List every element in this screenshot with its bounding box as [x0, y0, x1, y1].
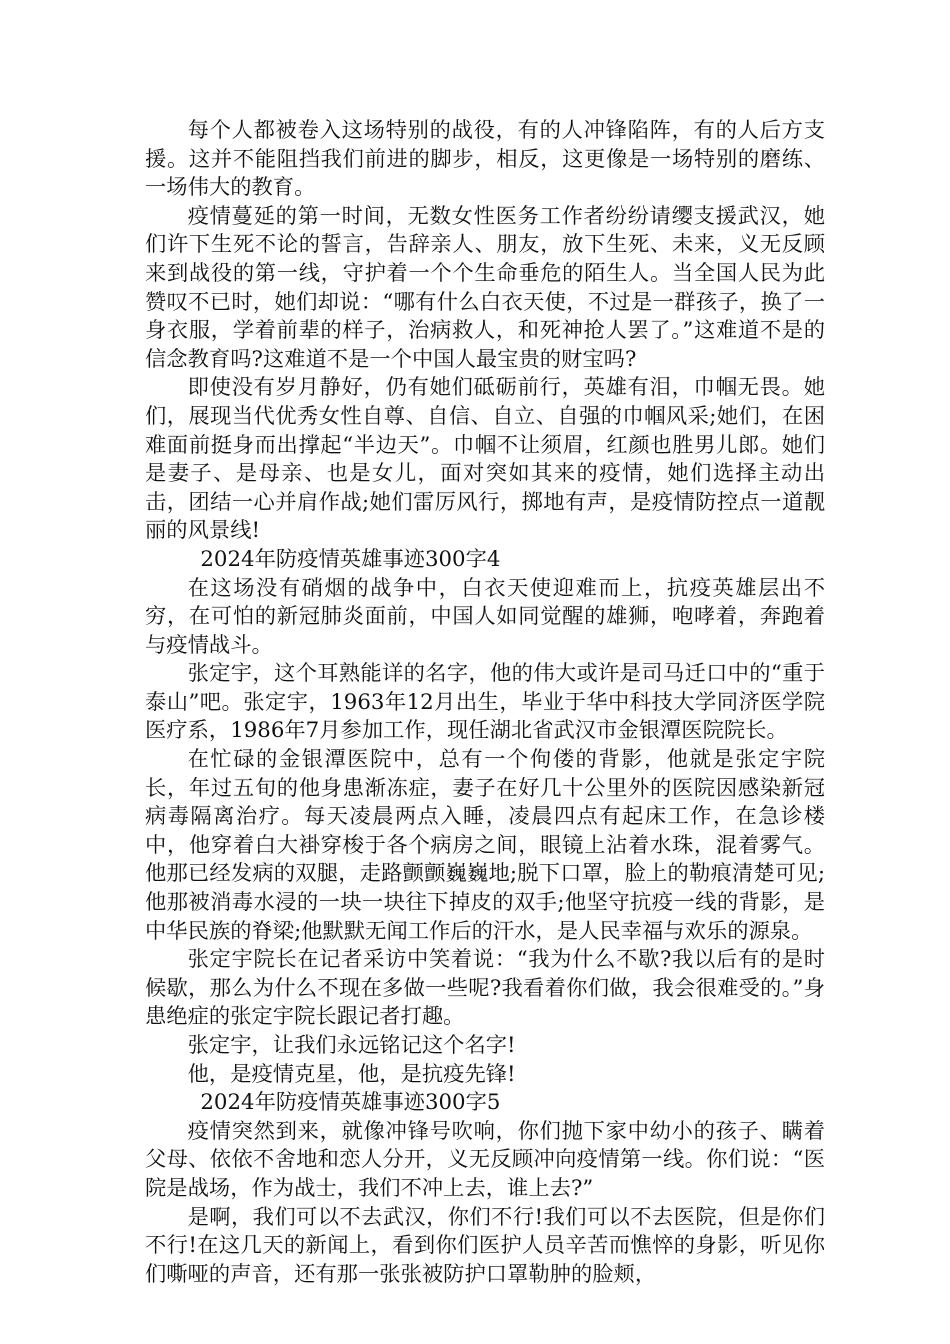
paragraph: 即使没有岁月静好，仍有她们砥砺前行，英雄有泪，巾帼无畏。她们，展现当代优秀女性自尊、自信、自立、自强的巾帼风采;她们，在困难面前挺身而出撑起“半边天”。巾帼不让须眉，红颜也胜男儿郎。她们是妻子、是母亲、也是女儿，面对突如其来的疫情，她们选择主动出击，团结一心并肩作战;她们雷厉风行，掷地有声，是疫情防控点一道靓丽的风景线!: [145, 375, 825, 544]
paragraph: 张定宇，让我们永远铭记这个名字!: [187, 1033, 516, 1058]
paragraph: 张定宇，这个耳熟能详的名字，他的伟大或许是司马迁口中的“重于泰山”吧。张定宇，1963年12月出生，毕业于华中科技大学同济医学院医疗系，1986年7月参加工作，现任湖北省武汉市金银潭医院院长。: [145, 661, 825, 744]
paragraph: 在这场没有硝烟的战争中，白衣天使迎难而上，抗疫英雄层出不穷，在可怕的新冠肺炎面前，中国人如同觉醒的雄狮，咆哮着，奔跑着与疫情战斗。: [145, 575, 825, 658]
paragraph: 张定宇院长在记者采访中笑着说：“我为什么不歇?我以后有的是时候歇，那么为什么不现在多做一些呢?我看着你们做，我会很难受的。”身患绝症的张定宇院长跟记者打趣。: [145, 947, 825, 1030]
paragraph: 每个人都被卷入这场特别的战役，有的人冲锋陷阵，有的人后方支援。这并不能阻挡我们前进的脚步，相反，这更像是一场特别的磨练、一场伟大的教育。: [145, 118, 825, 201]
paragraph: 疫情蔓延的第一时间，无数女性医务工作者纷纷请缨支援武汉，她们许下生死不论的誓言，告辞亲人、朋友，放下生死、未来，义无反顾来到战役的第一线，守护着一个个生命垂危的陌生人。当全国人民为此赞叹不已时，她们却说：“哪有什么白衣天使，不过是一群孩子，换了一身衣服，学着前辈的样子，治病救人，和死神抢人罢了。”这难道不是的信念教育吗?这难道不是一个中国人最宝贵的财宝吗?: [145, 203, 825, 372]
paragraph: 在忙碌的金银潭医院中，总有一个佝偻的背影，他就是张定宇院长，年过五旬的他身患渐冻症，妻子在好几十公里外的医院因感染新冠病毒隔离治疗。每天凌晨两点入睡，凌晨四点有起床工作，在急诊楼中，他穿着白大褂穿梭于各个病房之间，眼镜上沾着水珠，混着雾气。他那已经发病的双腿，走路颤颤巍巍地;脱下口罩，脸上的勒痕清楚可见;他那被消毒水浸的一块一块往下掉皮的双手;他坚守抗疫一线的背影，是中华民族的脊梁;他默默无闻工作后的汗水，是人民幸福与欢乐的源泉。: [145, 747, 825, 944]
section-heading: 2024年防疫情英雄事迹300字5: [200, 1090, 501, 1116]
document-body: [145, 117, 825, 1289]
section-heading: 2024年防疫情英雄事迹300字4: [200, 546, 501, 572]
paragraph: 是啊，我们可以不去武汉，你们不行!我们可以不去医院，但是你们不行!在这几天的新闻上，看到你们医护人员辛苦而憔悴的身影，听见你们嘶哑的声音，还有那一张张被防护口罩勒肿的脸颊，: [145, 1204, 825, 1287]
paragraph: 他，是疫情克星，他，是抗疫先锋!: [187, 1061, 516, 1087]
paragraph: 疫情突然到来，就像冲锋号吹响，你们抛下家中幼小的孩子、瞒着父母、依依不舍地和恋人分开，义无反顾冲向疫情第一线。你们说：“医院是战场，作为战士，我们不冲上去，谁上去?”: [145, 1118, 825, 1201]
